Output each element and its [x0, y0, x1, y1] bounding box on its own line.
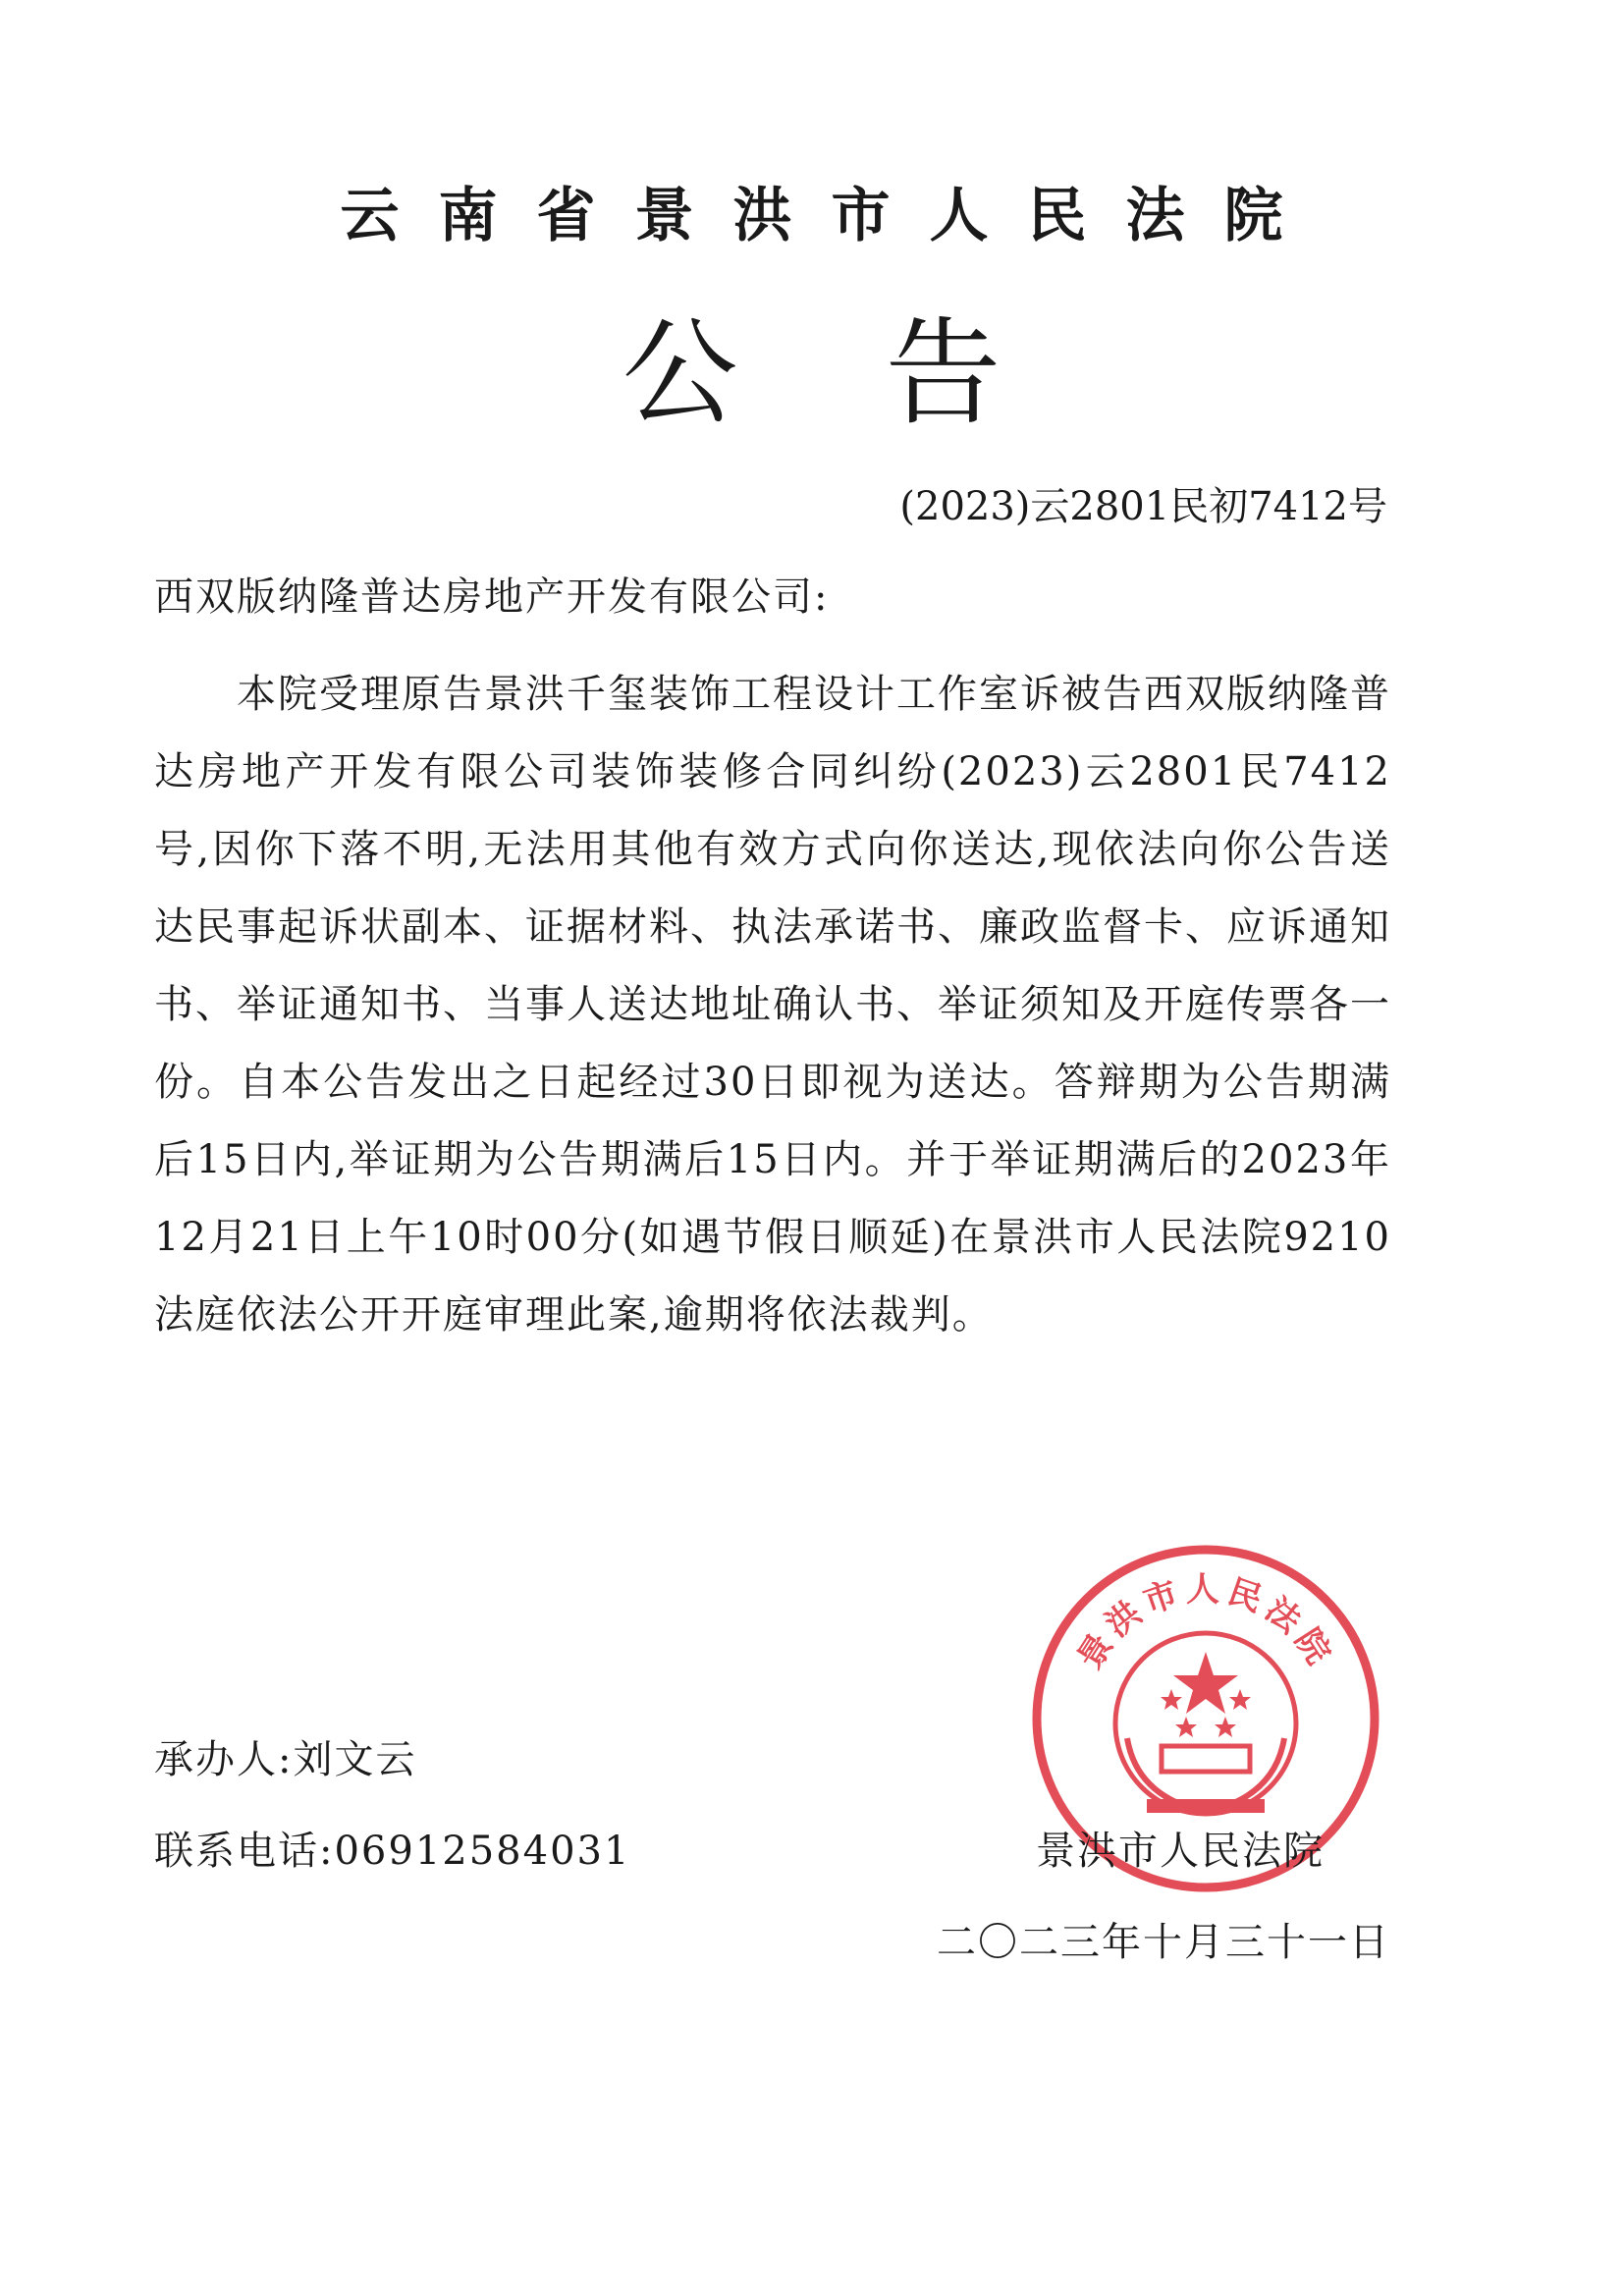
seal-text: 景洪市人民法院 — [1070, 1570, 1341, 1676]
case-number: (2023)云2801民初7412号 — [899, 484, 1387, 529]
seal-star-icon — [1173, 1652, 1238, 1714]
seal-small-star-icon — [1175, 1717, 1197, 1737]
seal-small-star-icon — [1229, 1689, 1251, 1710]
seal-small-star-icon — [1215, 1717, 1236, 1737]
seal-base-icon — [1147, 1799, 1265, 1813]
contact-phone: 联系电话:06912584031 — [154, 1829, 631, 1874]
seal-small-star-icon — [1161, 1689, 1182, 1710]
addressee: 西双版纳隆普达房地产开发有限公司: — [154, 574, 830, 620]
seal-gate-icon — [1162, 1746, 1250, 1772]
document-title: 公告 — [622, 305, 1149, 441]
court-signature: 景洪市人民法院 — [1036, 1829, 1325, 1874]
case-handler: 承办人:刘文云 — [154, 1737, 417, 1782]
court-name: 云南省景洪市人民法院 — [340, 182, 1323, 250]
notice-body: 本院受理原告景洪千玺装饰工程设计工作室诉被告西双版纳隆普达房地产开发有限公司装饰装修合同纠纷(2023)云2801民7412号,因你下落不明,无法用其他有效方式向你送达,现依法向你公告送达民事起诉状副本、证据材料、执法承诺书、廉政监督卡、应诉通知书、举证通知书、当事人送达地址确认书、举证须知及开庭传票各一份。自本公告发出之日起经过30日即视为送达。答辩期为公告期满后15日内,举证期为公告期满后15日内。并于举证期满后的2023年12月21日上午10时00分(如遇节假日顺延)在景洪市人民法院9210法庭依法公开开庭审理此案,逾期将依法裁判。 — [154, 672, 1391, 1338]
signing-date: 二〇二三年十月三十一日 — [937, 1920, 1390, 1965]
